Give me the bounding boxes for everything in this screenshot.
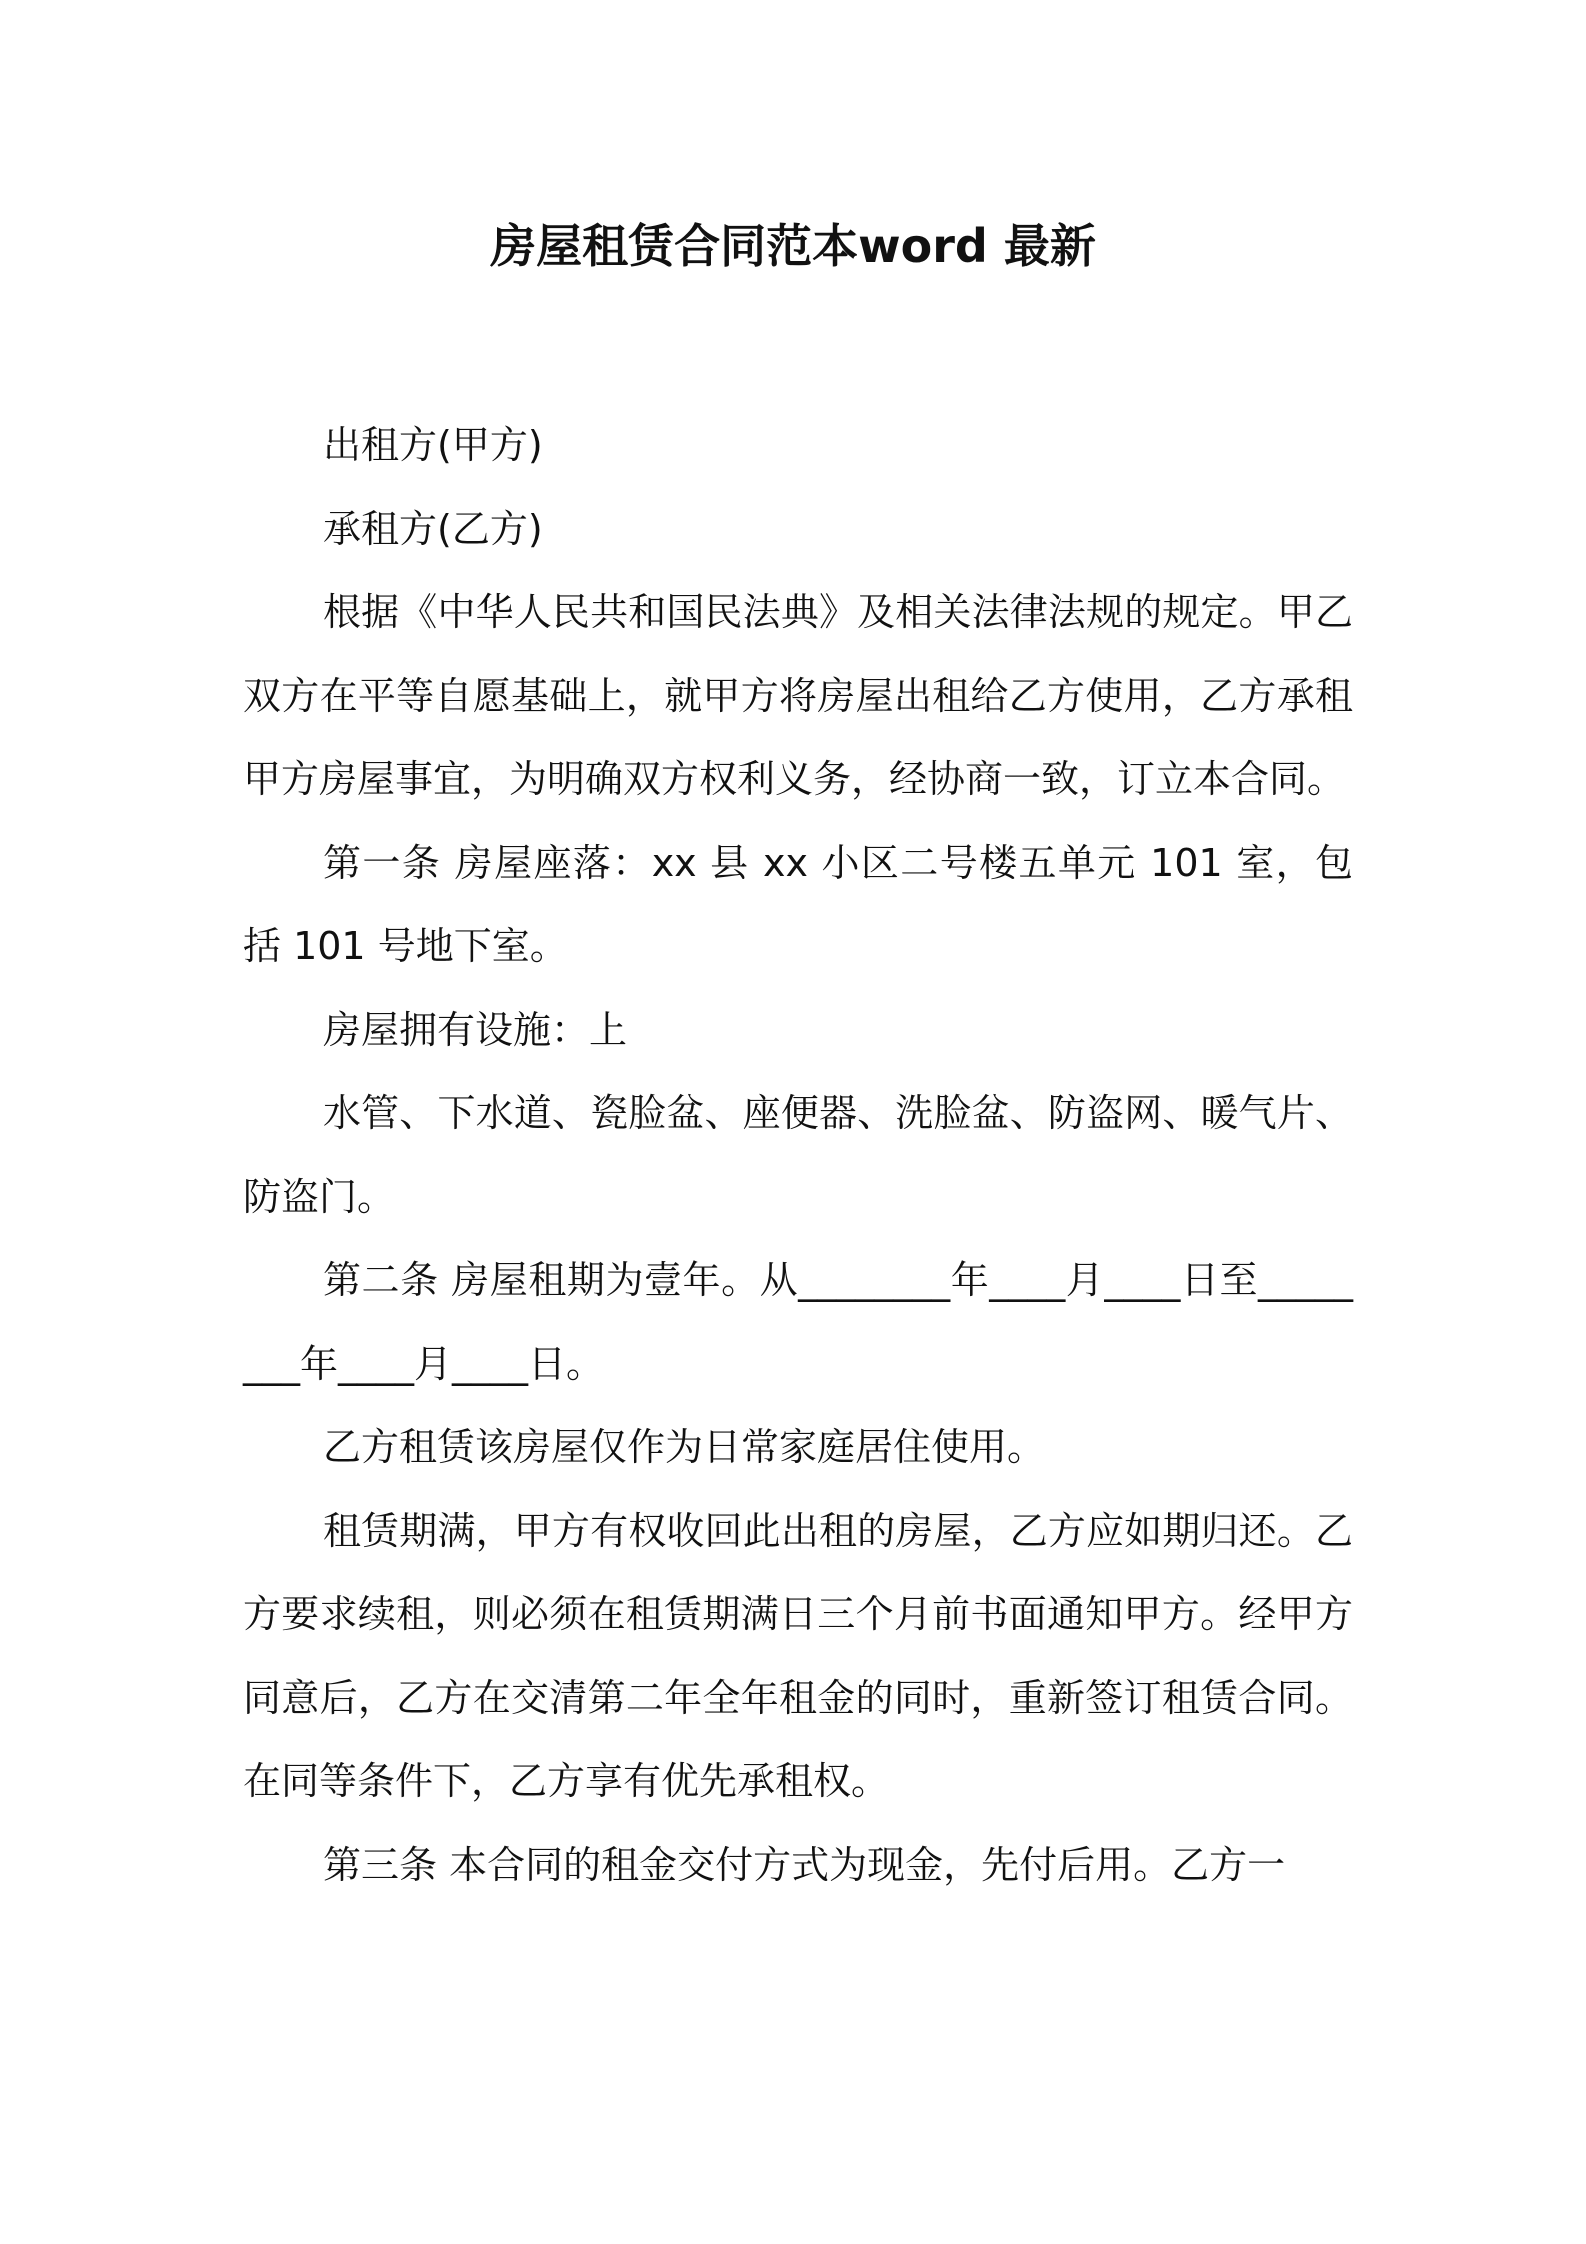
paragraph-lessee: 承租方(乙方) xyxy=(323,506,543,551)
document-title: 房屋租赁合同范本word 最新 xyxy=(490,219,1096,273)
paragraph-facilities-list: 水管、下水道、瓷脸盆、座便器、洗脸盆、防盗网、暖气片、防盗门。 xyxy=(243,1091,1353,1219)
paragraph-article-3: 第三条 本合同的租金交付方式为现金，先付后用。乙方一 xyxy=(323,1842,1286,1887)
paragraph-renewal: 租赁期满，甲方有权收回此出租的房屋，乙方应如期归还。乙方要求续租，则必须在租赁期满日三个月前书面通知甲方。经甲方同意后，乙方在交清第二年全年租金的同时，重新签订租赁合同。在同等条件下，乙方享有优先承租权。 xyxy=(243,1508,1353,1803)
paragraph-preamble: 根据《中华人民共和国民法典》及相关法律法规的规定。甲乙双方在平等自愿基础上，就甲方将房屋出租给乙方使用，乙方承租甲方房屋事宜，为明确双方权利义务，经协商一致，订立本合同。 xyxy=(243,590,1353,801)
document-body xyxy=(243,404,1353,1907)
paragraph-facilities-heading: 房屋拥有设施：上 xyxy=(323,1007,628,1052)
paragraph-lessor: 出租方(甲方) xyxy=(323,423,543,467)
paragraph-article-2: 第二条 房屋租期为壹年。从________年____月____日至________年____月____日。 xyxy=(243,1258,1353,1386)
paragraph-article-1: 第一条 房屋座落：xx 县 xx 小区二号楼五单元 101 室，包括 101 号地下室。 xyxy=(243,840,1353,968)
paragraph-usage: 乙方租赁该房屋仅作为日常家庭居住使用。 xyxy=(323,1425,1046,1469)
